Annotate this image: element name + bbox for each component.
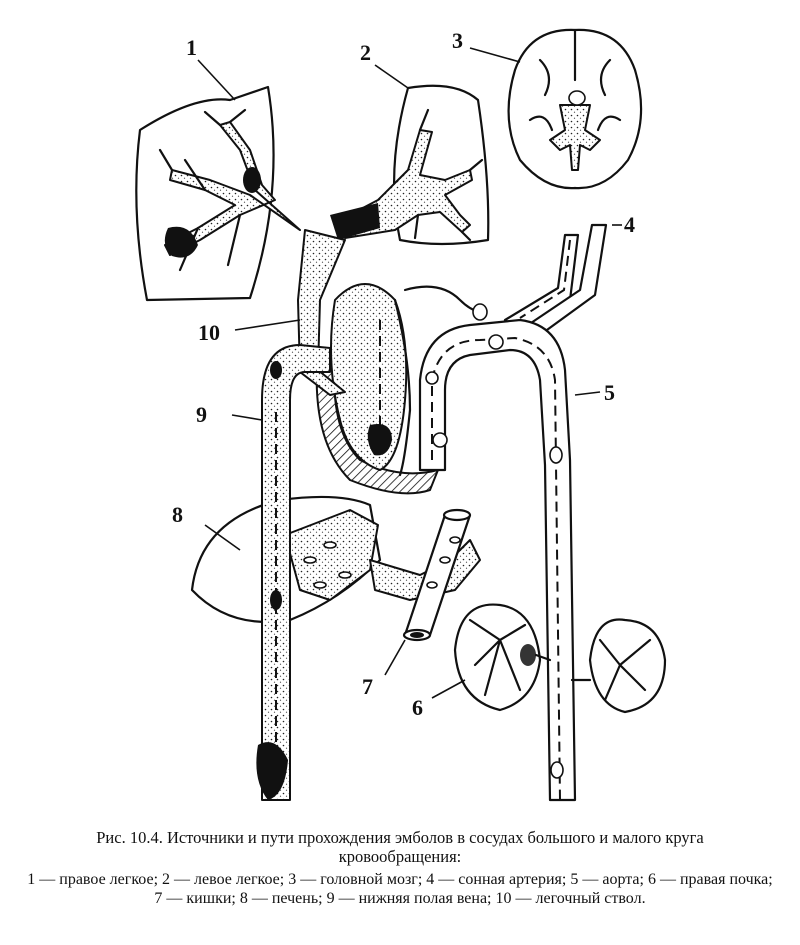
legend-item-3: 3 — головной мозг; — [288, 871, 427, 888]
label-9: 9 — [196, 402, 207, 427]
carotid-artery — [505, 225, 606, 335]
legend-item-5: 5 — аорта; — [570, 871, 648, 888]
legend-item-6: 6 — правая почка; — [647, 871, 773, 888]
label-1: 1 — [186, 35, 197, 60]
caption-title-line1: Рис. 10.4. Источники и пути прохождения эмболов в сосудах большого и малого круга — [96, 828, 704, 847]
label-2: 2 — [360, 40, 371, 65]
legend-item-9: 9 — нижняя полая вена; — [326, 890, 496, 907]
label-10: 10 — [198, 320, 220, 345]
caption-title-line2: кровообращения: — [338, 847, 462, 866]
figure-caption — [20, 828, 780, 908]
label-4: 4 — [624, 212, 635, 237]
legend-item-1: 1 — правое легкое; — [27, 871, 163, 888]
left-kidney — [572, 620, 665, 713]
left-lung — [330, 86, 488, 244]
label-8: 8 — [172, 502, 183, 527]
brain — [509, 30, 642, 188]
right-kidney — [455, 605, 550, 710]
legend-item-2: 2 — левое легкое; — [162, 871, 289, 888]
caption-legend — [20, 870, 780, 908]
label-3: 3 — [452, 28, 463, 53]
legend-item-7: 7 — кишки; — [154, 890, 240, 907]
label-5: 5 — [604, 380, 615, 405]
legend-item-8: 8 — печень; — [239, 890, 327, 907]
label-6: 6 — [412, 695, 423, 720]
label-7: 7 — [362, 674, 373, 699]
right-lung — [136, 87, 300, 300]
legend-item-4: 4 — сонная артерия; — [426, 871, 571, 888]
legend-item-10: 10 — легочный ствол. — [495, 890, 646, 907]
